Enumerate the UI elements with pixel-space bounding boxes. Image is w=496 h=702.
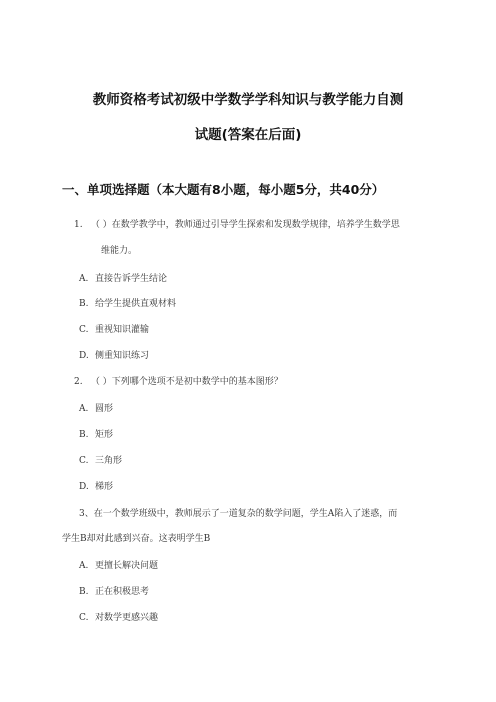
option-letter: B. (79, 299, 89, 309)
question-1-option-d (79, 350, 149, 362)
option-text: 梯形 (95, 482, 114, 492)
option-letter: B. (79, 587, 89, 597)
question-1-stem (74, 219, 400, 231)
option-text: 正在积极思考 (95, 587, 150, 597)
question-3-stem: 3、在一个数学班级中，教师展示了一道复杂的数学问题，学生A陷入了迷惑，而 (79, 509, 398, 519)
question-number: 2. (74, 377, 83, 387)
question-3-stem-continuation: 学生B却对此感到兴奋。这表明学生B (62, 534, 211, 544)
question-2-stem (74, 376, 283, 388)
option-text: 矩形 (95, 430, 114, 440)
option-letter: D. (79, 482, 89, 492)
question-2-option-a (79, 403, 113, 415)
question-1-stem-continuation: 维能力。 (101, 246, 138, 256)
option-text: 给学生提供直观材料 (95, 299, 177, 309)
question-text: （ ）下列哪个选项不是初中数学中的基本图形？ (90, 377, 283, 387)
option-letter: C. (79, 325, 89, 335)
document-title: 教师资格考试初级中学数学学科知识与教学能力自测 (92, 92, 404, 108)
question-3-option-a (79, 560, 158, 572)
option-letter: A. (79, 561, 89, 571)
question-3-option-b (79, 586, 149, 598)
question-2-option-b (79, 429, 113, 441)
section-heading: 一、单项选择题（本大题有8小题，每小题5分，共40分） (62, 182, 385, 197)
option-letter: A. (79, 404, 89, 414)
option-letter: A. (79, 274, 89, 284)
option-text: 对数学更感兴趣 (95, 613, 159, 623)
document-subtitle: 试题(答案在后面) (194, 127, 302, 143)
option-text: 侧重知识练习 (95, 351, 150, 361)
question-1-option-b (79, 298, 176, 310)
option-letter: D. (79, 351, 89, 361)
option-letter: B. (79, 430, 89, 440)
option-letter: C. (79, 456, 89, 466)
question-1-option-a (79, 273, 167, 285)
option-letter: C. (79, 613, 89, 623)
question-number: 1. (74, 220, 83, 230)
question-3-option-c (79, 612, 158, 624)
question-2-option-c (79, 455, 122, 467)
question-2-option-d (79, 481, 113, 493)
option-text: 三角形 (95, 456, 123, 466)
option-text: 直接告诉学生结论 (95, 274, 168, 284)
option-text: 更擅长解决问题 (95, 561, 159, 571)
option-text: 圆形 (95, 404, 114, 414)
option-text: 重视知识灌输 (95, 325, 150, 335)
question-text: （ ）在数学教学中，教师通过引导学生探索和发现数学规律，培养学生数学思 (90, 220, 400, 230)
question-1-option-c (79, 324, 149, 336)
